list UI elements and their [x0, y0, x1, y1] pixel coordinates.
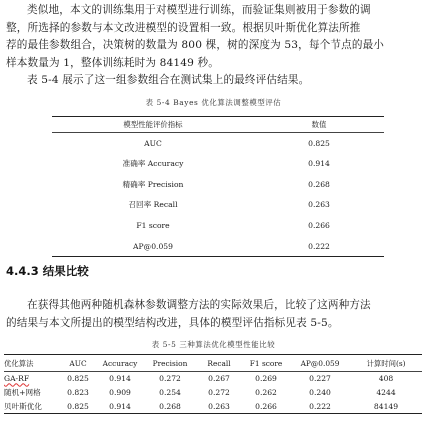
table-cell: 0.269	[255, 374, 277, 384]
paragraph-line: 表 5-4 展示了这一组参数组合在测试集上的最终评估结果。	[27, 74, 310, 86]
paragraph-line: 类似地，本文的训练集用于对模型进行训练，而验证集则被用于参数的调	[27, 4, 371, 16]
table-row	[4, 386, 422, 400]
metric-cell: F1 score	[136, 221, 170, 231]
value-cell: 0.825	[308, 138, 330, 148]
algorithm-cell	[4, 372, 60, 386]
column-header-metric: 模型性能评价指标	[52, 117, 254, 133]
table-row	[52, 174, 384, 195]
table-cell: 0.823	[67, 388, 89, 397]
metric-cell: AP@0.059	[52, 236, 254, 257]
algorithm-cell: 贝叶斯优化	[4, 400, 60, 414]
table-cell: 408	[378, 374, 394, 384]
metric-cell: 准确率 Accuracy	[122, 159, 184, 169]
metric-cell: 召回率 Recall	[128, 200, 178, 210]
table-cell: 4244	[376, 388, 396, 397]
table-row	[52, 133, 384, 154]
column-header: Accuracy	[96, 355, 144, 372]
table-cell: 0.272	[208, 388, 230, 397]
paragraph-line: 的结果与本文所提出的模型结构改进，具体的模型评估指标见表 5-5。	[6, 316, 339, 329]
algorithm-cell: 随机+网格	[4, 388, 41, 397]
table-5-5-caption: 表 5-5 三种算法优化模型性能比较	[151, 340, 276, 349]
paragraph-line: 荐的最佳参数组合，决策树的数量为 800 棵，树的深度为 53，每个节点的最小	[6, 39, 385, 51]
table-cell: 0.272	[159, 374, 181, 384]
table-cell: 0.825	[60, 400, 96, 414]
table-row	[4, 372, 422, 386]
metric-cell: 精确率 Precision	[122, 179, 184, 189]
table-5-4-caption: 表 5-4 Bayes 优化算法调整模型评估	[145, 98, 282, 107]
column-header: AUC	[60, 355, 96, 372]
paragraph-line: 样本数量为 1，整体训练耗时为 84149 秒。	[6, 56, 220, 69]
table-row	[52, 195, 384, 216]
table-cell: 0.240	[309, 388, 331, 397]
table-row	[52, 215, 384, 236]
metric-cell: AUC	[144, 138, 162, 148]
table-cell: 0.222	[290, 400, 350, 414]
intro-paragraph	[6, 2, 422, 90]
column-header: AP@0.059	[290, 355, 350, 372]
table-cell: 0.825	[67, 374, 89, 384]
comparison-paragraph	[6, 297, 422, 332]
table-5-5	[4, 354, 422, 414]
table-header-row	[4, 355, 422, 372]
column-header: Precision	[144, 355, 196, 372]
table-cell: 0.267	[208, 374, 230, 384]
value-cell: 0.266	[308, 221, 330, 231]
column-header: 计算时间(s)	[350, 355, 422, 372]
table-cell: 0.227	[309, 374, 331, 384]
column-header: Recall	[196, 355, 242, 372]
table-cell: 0.268	[144, 400, 196, 414]
section-heading: 4.4.3 结果比较	[6, 264, 89, 278]
table-cell: 84149	[350, 400, 422, 414]
table-row	[52, 236, 384, 257]
column-header-value: 数值	[254, 117, 384, 133]
table-cell: 0.909	[109, 388, 131, 397]
table-cell: 0.914	[109, 374, 131, 384]
column-header: 优化算法	[4, 355, 60, 372]
paragraph-line: 在获得其他两种随机森林参数调整方法的实际效果后，比较了这两种方法	[27, 299, 371, 311]
value-cell: 0.914	[308, 159, 330, 169]
paragraph-line: 整，所选择的参数与本文改进模型的设置相一致。根据贝叶斯优化算法所推	[6, 21, 361, 34]
table-row	[52, 153, 384, 174]
table-cell: 0.266	[242, 400, 290, 414]
table-5-4	[52, 116, 384, 257]
algorithm-name: GA-RF	[4, 374, 30, 384]
value-cell: 0.263	[308, 200, 330, 210]
table-header-row	[52, 117, 384, 133]
table-row	[4, 400, 422, 414]
table-cell: 0.914	[96, 400, 144, 414]
table-cell: 0.263	[196, 400, 242, 414]
table-cell: 0.254	[159, 388, 181, 397]
column-header: F1 score	[242, 355, 290, 372]
value-cell: 0.222	[254, 236, 384, 257]
value-cell: 0.268	[308, 179, 330, 189]
table-cell: 0.262	[255, 388, 277, 397]
